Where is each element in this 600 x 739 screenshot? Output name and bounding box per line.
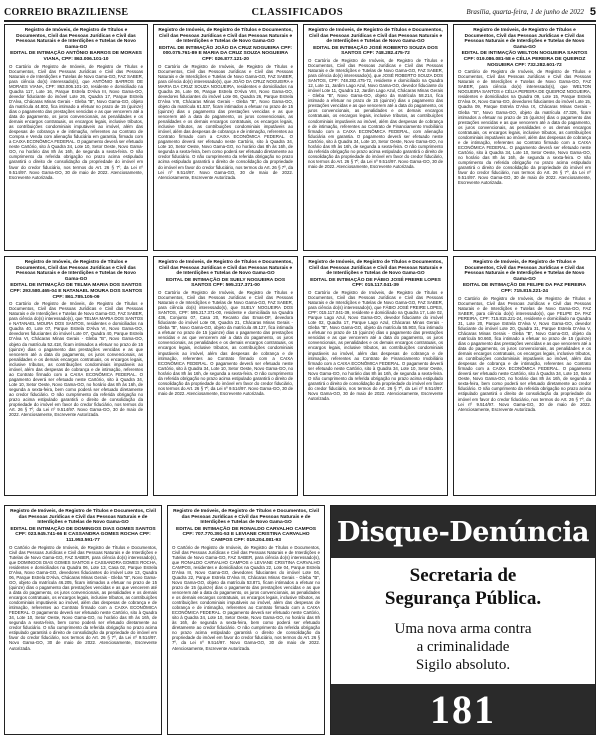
legal-notice [453,24,596,251]
notice-body: O Cartório de Registro de Imóveis, de Registro de Títulos e Documentos, Civil das Pessoas Jurídicas e Civil das Pessoas Naturais e de Interdições e Tutelas de Novo Gama-GO, FAZ SABER, para ciência do(s) interessado(s), que TELMA MARIA DOS SANTOS e NATANAEL MOURA DOS SANTOS, residentes e domiciliados na Quadra 40, Lote 07, Parque Estrela D'Alva VI, Novo Gama-GO, devedores fiduciantes do imóvel Lote 07, Quadra 40, Parque Estrela D'Alva VI, Chácaras Minas Gerais - Gleba "B", Novo Gama-GO, objeto da matrícula 52.418, ficam intimados a efetuar no prazo de 15 (quinze) dias o pagamento das prestações vencidas e as que vencerem até a data do pagamento, os juros convencionais, as penalidades e os demais encargos contratuais, os encargos legais, inclusive tributos, as contribuições condominiais imputáveis ao imóvel, além das despesas de cobrança e de intimação, referentes ao Contrato firmado com a CAIXA ECONÔMICA FEDERAL. O pagamento deverá ser efetuado neste Cartório, sito à Quadra 34, Lote 10, Setor Oeste, Novo Gama-GO, no horário das 8h às 16h, de segunda a sexta-feira, bem como poderá ser efetuado diretamente ao credor fiduciário. O não cumprimento da referida obrigação no prazo acima estipulado garantirá o direito de consolidação da propriedade do imóvel em favor do credor fiduciário, nos termos do Art. 26 § 7º, da Lei nº 9.514/97. Novo Gama-GO, 30 de maio de 2022. Atenciosamente, Escrevente Autorizada. [9,301,143,418]
section-title: CLASSIFICADOS [251,6,344,18]
notice-header: Registro de Imóveis, de Registro de Títulos e Documentos, Civil das Pessoas Jurídicas e Civil das Pessoas Naturais e de Interdições e Tutelas de Novo Gama-GO [173,509,319,526]
legal-notice [4,24,148,251]
notice-body: O Cartório de Registro de Imóveis, de Registro de Títulos e Documentos, Civil das Pessoas Jurídicas e Civil das Pessoas Naturais e de Interdições e Tutelas de Novo Gama-GO, FAZ SABER, para ciência do(s) interessado(s), que JOÃO DA CRUZ NOGUEIRA e MARIA DA CRUZ SOUZA NOGUEIRA, residentes e domiciliados na Quadra 26, Lote 06, Parque Estrela D'Alva VIII, Novo Gama-GO, devedores fiduciantes do imóvel Lote 06, Quadra 26, Parque Estrela D'Alva VIII, Chácaras Minas Gerais - Gleba "B", Novo Gama-GO, objeto da matrícula 61.537, ficam intimados a efetuar no prazo de 15 (quinze) dias o pagamento das prestações vencidas e as que vencerem até a data do pagamento, os juros convencionais, as penalidades e os demais encargos contratuais, os encargos legais, inclusive tributos, as contribuições condominiais imputáveis ao imóvel, além das despesas de cobrança e de intimação, referentes ao Contrato firmado com a CAIXA ECONÔMICA FEDERAL. O pagamento deverá ser efetuado neste Cartório, sito à Quadra 34, Lote 10, Setor Oeste, Novo Gama-GO, no horário das 8h às 16h, de segunda a sexta-feira, bem como poderá ser efetuado diretamente ao credor fiduciário. O não cumprimento da referida obrigação no prazo acima estipulado garantirá o direito de consolidação da propriedade do imóvel em favor do credor fiduciário, nos termos do Art. 26 § 7º, da Lei nº 9.514/97. Novo Gama-GO, 30 de maio de 2022. Atenciosamente, Escrevente Autorizada. [158,63,293,180]
masthead-right [466,6,596,18]
ad-subtitle-line: Secretaria de [409,565,517,586]
notice-header: Registro de Imóveis, de Registro de Títulos e Documentos, Civil das Pessoas Jurídicas e Civil das Pessoas Naturais e de Interdições e Tutelas de Novo Gama-GO [308,28,443,45]
notice-body: O Cartório de Registro de Imóveis, de Registro de Títulos e Documentos, Civil das Pessoas Jurídicas e Civil das Pessoas Naturais e de Interdições e Tutelas de Novo Gama-GO, FAZ SABER, para ciência do(s) interessado(s), que RONALDO CARVALHO CAMPOS e LEVIANE CRISTINA CARVALHO CAMPOS, residentes e domiciliados na Quadra 22, Lote 04, Parque Estrela D'Alva III, Novo Gama-GO, devedores fiduciantes do imóvel Lote 04, Quadra 22, Parque Estrela D'Alva III, Chácaras Minas Gerais - Gleba "B", Novo Gama-GO, objeto da matrícula 53.871, ficam intimados a efetuar no prazo de 15 (quinze) dias o pagamento das prestações vencidas e as que vencerem até a data do pagamento, os juros convencionais, as penalidades e os demais encargos contratuais, os encargos legais, inclusive tributos, as contribuições condominiais imputáveis ao imóvel, além das despesas de cobrança e de intimação, referentes ao Contrato firmado com a CAIXA ECONÔMICA FEDERAL. O pagamento deverá ser efetuado neste Cartório, sito à Quadra 34, Lote 10, Setor Oeste, Novo Gama-GO, no horário das 8h às 16h, de segunda a sexta-feira, bem como poderá ser efetuado diretamente ao credor fiduciário. O não cumprimento da referida obrigação no prazo acima estipulado garantirá o direito de consolidação da propriedade do imóvel em favor do credor fiduciário, nos termos do Art. 26 § 7º, da Lei nº 9.514/97. Novo Gama-GO, 30 de maio de 2022. Atenciosamente, Escrevente Autorizada. [172,544,320,651]
legal-notice [303,256,448,496]
notice-header: Registro de Imóveis, de Registro de Títulos e Documentos, Civil das Pessoas Jurídicas e Civil das Pessoas Naturais e de Interdições e Tutelas de Novo Gama-GO [158,28,293,45]
notice-body: O Cartório de Registro de Imóveis, de Registro de Títulos e Documentos, Civil das Pessoas Jurídicas e Civil das Pessoas Naturais e de Interdições e Tutelas de Novo Gama-GO, FAZ SABER, para ciência do(s) interessado(s), que FELIPE DA PAZ PEREIRA, CPF: 715.815.221-24, residente e domiciliado na Quadra 31, Lote 20, Parque Estrela D'Alva V, Novo Gama-GO, devedor fiduciante do imóvel Lote 20, Quadra 31, Parque Estrela D'Alva V, Chácaras Minas Gerais - Gleba "B", Novo Gama-GO, objeto da matrícula 50.660, fica intimado a efetuar no prazo de 15 (quinze) dias o pagamento das prestações vencidas e as que vencerem até a data do pagamento, os juros convencionais, as penalidades e os demais encargos contratuais, os encargos legais, inclusive tributos, as contribuições condominiais imputáveis ao imóvel, além das despesas de cobrança e de intimação, referentes ao Contrato firmado com a CAIXA ECONÔMICA FEDERAL. O pagamento deverá ser efetuado neste Cartório, sito à Quadra 34, Lote 10, Setor Oeste, Novo Gama-GO, no horário das 8h às 16h, de segunda a sexta-feira, bem como poderá ser efetuado diretamente ao credor fiduciário. O não cumprimento da referida obrigação no prazo acima estipulado garantirá o direito de consolidação da propriedade do imóvel em favor do credor fiduciário, nos termos do Art. 26 § 7º, da Lei nº 9.514/97. Novo Gama-GO, 30 de maio de 2022. Atenciosamente, Escrevente Autorizada. [458,295,591,412]
notice-title: EDITAL DE INTIMAÇÃO WELTON NOGUEIRA SANTOS CPF: 019.086.081-58 e CÉLIA PEREIRA DE QUEIROZ NOGUEIRA CPF: 732.282.601-72 [461,51,588,68]
legal-notice [453,256,596,496]
notice-header: Registro de Imóveis, de Registro de Títulos e Documentos, Civil das Pessoas Jurídicas e Civil das Pessoas Naturais e de Interdições e Tutelas de Novo Gama-GO [464,260,585,282]
notice-body: O Cartório de Registro de Imóveis, de Registro de Títulos e Documentos, Civil das Pessoas Jurídicas e Civil das Pessoas Naturais e de Interdições e Tutelas de Novo Gama-GO, FAZ SABER, para ciência do(s) interessado(s), que DOMINGOS DIAS GOMES SANTOS e CASSANDRA GOMES ROCHA, residentes e domiciliados na Quadra 06, Lote 13, Casa 02, Parque Estrela D'Alva, Novo Gama-GO, devedores fiduciantes do imóvel Lote 13, Quadra 06, Parque Estrela D'Alva, Chácaras Minas Gerais - Gleba "B", Novo Gama-GO, objeto da matrícula 46.205, ficam intimados a efetuar no prazo de 15 (quinze) dias o pagamento das prestações vencidas e as que vencerem até a data do pagamento, os juros convencionais, as penalidades e os demais encargos contratuais, os encargos legais, inclusive tributos, as contribuições condominiais imputáveis ao imóvel, além das despesas de cobrança e de intimação, referentes ao Contrato firmado com a CAIXA ECONÔMICA FEDERAL. O pagamento deverá ser efetuado neste Cartório, sito à Quadra 34, Lote 10, Setor Oeste, Novo Gama-GO, no horário das 8h às 16h, de segunda a sexta-feira, bem como poderá ser efetuado diretamente ao credor fiduciário. O não cumprimento da referida obrigação no prazo acima estipulado garantirá o direito de consolidação da propriedade do imóvel em favor do credor fiduciário, nos termos do Art. 26 § 7º, da Lei nº 9.514/97. Novo Gama-GO, 30 de maio de 2022. Atenciosamente, Escrevente Autorizada. [9,544,157,651]
notice-body: O Cartório de Registro de Imóveis, de Registro de Títulos e Documentos, Civil das Pessoas Jurídicas e Civil das Pessoas Naturais e de Interdições e Tutelas de Novo Gama-GO, FAZ SABER, para ciência do(s) interessado(s), que ANTÔNIO BARROS DE MORAES VIANA, CPF: 863.006.101-10, residente e domiciliado na Quadra 117, Lote 16, Parque Estrela D'Alva III, Novo Gama-GO, devedor fiduciante do imóvel Lote 26, Quadra 17, Parque Estrela D'Alva, Chácaras Minas Gerais - Gleba "B", Novo Gama-GO, objeto da matrícula 44.802, fica intimado a efetuar no prazo de 15 (quinze) dias o pagamento das prestações vencidas e as que vencerem até a data do pagamento, os juros convencionais, as penalidades e os demais encargos contratuais, os encargos legais, inclusive tributos, as contribuições condominiais imputáveis ao imóvel, além das despesas de cobrança e de intimação, referentes ao Contrato de Compra e Venda com alienação fiduciária em garantia, firmado com a CAIXA ECONÔMICA FEDERAL. O pagamento deverá ser efetuado neste Cartório, sito à Quadra 34, Lote 10, Setor Oeste, Novo Gama-GO, no horário das 8h às 16h, de segunda a sexta-feira. O não cumprimento da referida obrigação no prazo acima estipulado garantirá o direito de consolidação da propriedade do imóvel em favor do credor fiduciário, nos termos do Art. 26 § 7º, da Lei nº 9.514/97. Novo Gama-GO, 30 de maio de 2022. Atenciosamente, Escrevente Autorizada. [9,63,143,180]
legal-notice [153,256,298,496]
disque-denuncia-ad [330,505,596,735]
notice-title: EDITAL DE INTIMAÇÃO JOSÉ ROBERTO SOUZA DOS SANTOS CPF: 748.282.475-72 [313,45,438,57]
notice-header: Registro de Imóveis, de Registro de Títulos e Documentos, Civil das Pessoas Jurídicas e Civil das Pessoas Naturais e de Interdições e Tutelas de Novo Gama-GO [158,260,293,277]
notice-title: EDITAL DE INTIMAÇÃO DE DOMINGOS DIAS GOMES SANTOS CPF: 023.945.741-66 E CASSANDRA GOMES ROCHA CPF: 111.953.591-77 [10,526,156,543]
ad-subtitle-line: Segurança Pública. [384,588,542,609]
notice-title: EDITAL DE INTIMAÇÃO DE SUELY NOGUEIRA DOS SANTOS CPF: 595.217.371-00 [165,277,286,289]
ad-tagline-line: Sigilo absoluto. [415,657,511,673]
notice-header: Registro de Imóveis, de Registro de Títulos e Documentos, Civil das Pessoas Jurídicas e Civil das Pessoas Naturais e de Interdições e Tutelas de Novo Gama-GO [16,28,136,50]
notice-body: O Cartório de Registro de Imóveis, de Registro de Títulos e Documentos, Civil das Pessoas Jurídicas e Civil das Pessoas Naturais e de Interdições e Tutelas de Novo Gama-GO, FAZ SABER, para ciência do(s) interessado(s), que SUELY NOGUEIRA DOS SANTOS, CPF: 595.217.371-00, residente e domiciliada na Quadra 436, Conjunto 07, Casa 20, Recanto das Emas-DF, devedora fiduciante do imóvel Lote 08, Quadra 21, Chácaras Minas Gerais - Gleba "B", Novo Gama-GO, objeto da matrícula 49.127, fica intimada a efetuar no prazo de 15 (quinze) dias o pagamento das prestações vencidas e as que vencerem até a data do pagamento, os juros convencionais, as penalidades e os demais encargos contratuais, os encargos legais, inclusive tributos, as contribuições condominiais imputáveis ao imóvel, além das despesas de cobrança e de intimação, referentes ao Contrato firmado com a CAIXA ECONÔMICA FEDERAL. O pagamento deverá ser efetuado neste Cartório, sito à Quadra 34, Lote 10, Setor Oeste, Novo Gama-GO, no horário das 8h às 16h, de segunda a sexta-feira. O não cumprimento da referida obrigação no prazo acima estipulado garantirá o direito de consolidação da propriedade do imóvel em favor do credor fiduciário, nos termos do Art. 26 § 7º, da Lei nº 9.514/97. Novo Gama-GO, 30 de maio de 2022. Atenciosamente, Escrevente Autorizada. [158,289,293,396]
legal-notice [167,505,325,735]
ad-tagline [331,620,595,674]
newspaper-name: CORREIO BRAZILIENSE [4,6,129,18]
ad-subtitle [331,564,595,610]
page-masthead [4,4,596,22]
notice-title: EDITAL DE INTIMAÇÃO DE RONALDO CARVALHO CAMPOS CPF: 707.770.391-53 E LEVIANE CRISTINA CARVALHO CAMPOS CPF: 019.204.081-93 [175,526,317,543]
notice-header: Registro de Imóveis, de Registro de Títulos e Documentos, Civil das Pessoas Jurídicas e Civil das Pessoas Naturais e de Interdições e Tutelas de Novo Gama-GO [10,509,156,526]
notice-body: O Cartório de Registro de Imóveis, de Registro de Títulos e Documentos, Civil das Pessoas Jurídicas e Civil das Pessoas Naturais e de Interdições e Tutelas de Novo Gama-GO, FAZ SABER, para ciência do(s) interessado(s), que FÁBIO JOSÉ FREIRE LOPES, CPF: 015.117.041-39, residente e domiciliado na Quadra 17, Lote 02, Parque Lago Azul, Novo Gama-GO, devedor fiduciante do imóvel Lote 02, Quadra 17, Parque Lago Azul, Chácaras Minas Gerais - Gleba "B", Novo Gama-GO, objeto da matrícula 55.903, fica intimado a efetuar no prazo de 15 (quinze) dias o pagamento das prestações vencidas e as que vencerem até a data do pagamento, os juros convencionais, as penalidades e os demais encargos contratuais, os encargos legais, inclusive tributos, as contribuições condominiais imputáveis ao imóvel, além das despesas de cobrança e de intimação, referentes ao Contrato de Financiamento Imobiliário firmado com a CAIXA ECONÔMICA FEDERAL. O pagamento deverá ser efetuado neste Cartório, sito à Quadra 34, Lote 10, Setor Oeste, Novo Gama-GO, no horário das 8h às 16h, de segunda a sexta-feira. O não cumprimento da referida obrigação no prazo acima estipulado garantirá o direito de consolidação da propriedade do imóvel em favor do credor fiduciário, nos termos do Art. 26 § 7º, da Lei nº 9.514/97. Novo Gama-GO, 30 de maio de 2022. Atenciosamente, Escrevente Autorizada. [308,289,443,401]
ad-tagline-line: Uma nova arma contra [394,621,532,637]
notice-title: EDITAL DE INTIMAÇÃO DE FÁBIO JOSÉ FREIRE LOPES CPF: 015.117.041-39 [310,277,441,289]
notice-title: EDITAL DE INTIMAÇÃO JOÃO DA CRUZ NOGUEIRA CPF: 000.075.761-89 E MARIA DA CRUZ SOUZA NOGUEIRA CPF: 026.877.121-20 [158,45,293,62]
ad-headline: Disque-Denúncia [331,506,595,558]
page-number: 5 [589,6,596,18]
legal-notice [153,24,298,251]
notice-title: EDITAL DE INTIMAÇÃO ANTÔNIO BARROS DE MORAES VIANA, CPF: 863.006.101-10 [10,51,142,62]
ad-tagline-line: a criminalidade [416,639,510,655]
notice-title: EDITAL DE INTIMAÇÃO DE FELIPE DA PAZ PEREIRA CPF: 715.815.221-24 [462,283,587,294]
legal-notice [4,505,162,735]
legal-notice [4,256,148,496]
notice-body: O Cartório de Registro de Imóveis, de Registro de Títulos e Documentos, Civil das Pessoas Jurídicas e Civil das Pessoas Naturais e de Interdições e Tutelas de Novo Gama-GO, FAZ SABER, para ciência do(s) interessado(s), que WELTON NOGUEIRA SANTOS e CÉLIA PEREIRA DE QUEIROZ NOGUEIRA, residentes e domiciliados na Quadra 09, Lote 15, Parque Estrela D'Alva IX, Novo Gama-GO, devedores fiduciantes do imóvel Lote 15, Quadra 09, Parque Estrela D'Alva IX, Chácaras Minas Gerais - Gleba "B", Novo Gama-GO, objeto da matrícula 47.326, ficam intimados a efetuar no prazo de 15 (quinze) dias o pagamento das prestações vencidas e as que vencerem até a data do pagamento, os juros convencionais, as penalidades e os demais encargos contratuais, os encargos legais, inclusive tributos, as contribuições condominiais imputáveis ao imóvel, além das despesas de cobrança e de intimação, referentes ao Contrato firmado com a CAIXA ECONÔMICA FEDERAL. O pagamento deverá ser efetuado neste Cartório, sito à Quadra 34, Lote 10, Setor Oeste, Novo Gama-GO, no horário das 8h às 16h, de segunda a sexta-feira. O não cumprimento da referida obrigação no prazo acima estipulado garantirá o direito de consolidação da propriedade do imóvel em favor do credor fiduciário, nos termos do Art. 26 § 7º, da Lei nº 9.514/97. Novo Gama-GO, 30 de maio de 2022. Atenciosamente, Escrevente Autorizada. [458,69,591,186]
hotline-number: 181 [331,684,595,734]
notice-body: O Cartório de Registro de Imóveis, de Registro de Títulos e Documentos, Civil das Pessoas Jurídicas e Civil das Pessoas Naturais e de Interdições e Tutelas de Novo Gama-GO, FAZ SABER, para ciência do(s) interessado(s), que JOSÉ ROBERTO SOUZA DOS SANTOS, CPF: 748.282.475-72, residente e domiciliado na Quadra 12, Lote 11, Jardim Lago Azul, Novo Gama-GO, devedor fiduciante do imóvel Lote 11, Quadra 12, Jardim Lago Azul, Chácaras Minas Gerais - Gleba "B", Novo Gama-GO, objeto da matrícula 58.214, fica intimado a efetuar no prazo de 15 (quinze) dias o pagamento das prestações vencidas e as que vencerem até a data do pagamento, os juros convencionais, as penalidades e os demais encargos contratuais, os encargos legais, inclusive tributos, as contribuições condominiais imputáveis ao imóvel, além das despesas de cobrança e de intimação, referentes ao Contrato de Financiamento Imobiliário firmado com a CAIXA ECONÔMICA FEDERAL, com alienação fiduciária em garantia. O pagamento deverá ser efetuado neste Cartório, sito à Quadra 34, Lote 10, Setor Oeste, Novo Gama-GO, no horário das 8h às 16h, de segunda a sexta-feira. O não cumprimento da referida obrigação no prazo acima estipulado garantirá o direito de consolidação da propriedade do imóvel em favor do credor fiduciário, nos termos do Art. 26 § 7º, da Lei nº 9.514/97. Novo Gama-GO, 30 de maio de 2022. Atenciosamente, Escrevente Autorizada. [308,57,443,169]
legal-notice [303,24,448,251]
notice-title: EDITAL DE INTIMAÇÃO DE TELMA MARIA DOS SANTOS CPF: 293.580.465-04 E NATANAEL MOURA DOS SANTOS CPF: 861.785.105-09 [9,283,143,300]
issue-date: Brasília, quarta-feira, 1 de junho de 2022 [466,8,584,16]
notice-header: Registro de Imóveis, de Registro de Títulos e Documentos, Civil das Pessoas Jurídicas e Civil das Pessoas Naturais e de Interdições e Tutelas de Novo Gama-GO [308,260,443,277]
notice-header: Registro de Imóveis, de Registro de Títulos e Documentos, Civil das Pessoas Jurídicas e Civil das Pessoas Naturais e de Interdições e Tutelas de Novo Gama-GO [16,260,136,282]
notice-header: Registro de Imóveis, de Registro de Títulos e Documentos, Civil das Pessoas Jurídicas e Civil das Pessoas Naturais e de Interdições e Tutelas de Novo Gama-GO [464,28,585,50]
